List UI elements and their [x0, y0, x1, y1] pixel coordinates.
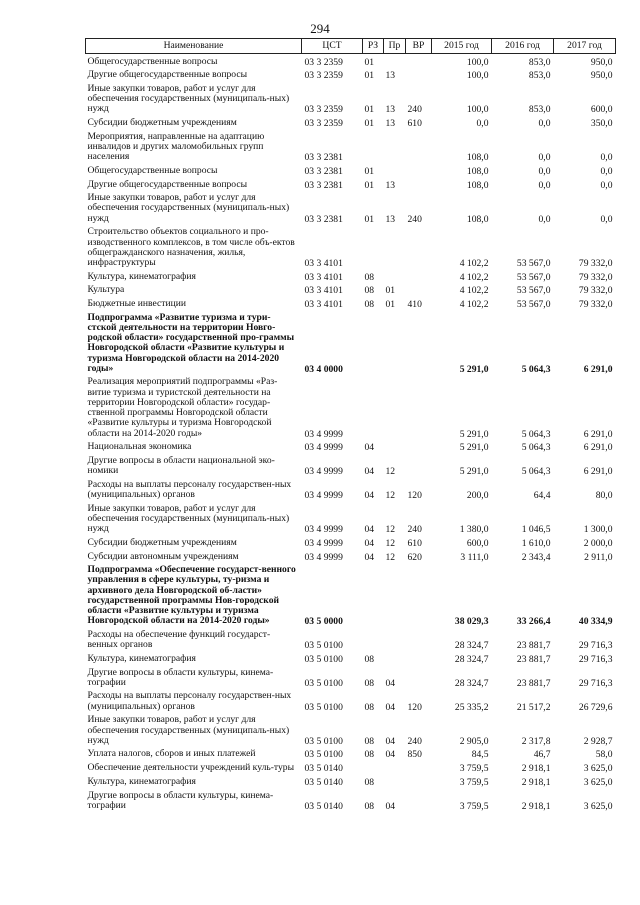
row-cst: 03 4 9999: [304, 428, 343, 440]
row-value-2017: 350,0: [590, 118, 613, 130]
table-row: [86, 535, 616, 549]
row-pr: 04: [385, 677, 396, 689]
row-value-2017: 950,0: [590, 70, 613, 82]
row-cst: 03 5 0100: [304, 677, 343, 689]
row-value-2016: 2 918,1: [521, 776, 551, 788]
row-name: Иные закупки товаров, работ и услуг для обеспечения государственных (муниципаль-ных) нужд: [87, 714, 290, 746]
row-cst: 03 3 4101: [304, 271, 343, 283]
row-pr: 13: [385, 179, 396, 191]
row-rz: 01: [364, 165, 375, 177]
row-rz: 01: [364, 118, 375, 130]
row-vr: [406, 68, 432, 82]
row-cst: 03 3 4101: [304, 299, 343, 311]
row-name: Реализация мероприятий подпрограммы «Раз-витие туризма и туристской деятельности на территории Новгородской области» государ-ственной программы Новгородской области «Развитие культуры и туризма Новгородской области на 2014-2020 годы»: [87, 376, 278, 439]
row-value-2016: 5 064,3: [521, 428, 551, 440]
row-cst: 03 4 9999: [304, 551, 343, 563]
row-value-2017: 6 291,0: [583, 428, 613, 440]
row-vr: 610: [407, 537, 422, 549]
table-row: [86, 665, 616, 689]
table-row: [86, 310, 616, 375]
row-value-2016: 23 881,7: [516, 640, 551, 652]
row-pr: [384, 563, 406, 628]
row-cst: 03 3 2381: [304, 165, 343, 177]
row-value-2017: 0,0: [600, 165, 613, 177]
row-cst: 03 3 4101: [304, 257, 343, 269]
row-cst: 03 4 0000: [304, 363, 343, 375]
row-name: Культура, кинематография: [87, 775, 196, 787]
row-name: Культура: [87, 284, 125, 296]
row-value-2017: 950,0: [590, 56, 613, 68]
row-vr: 240: [407, 524, 422, 536]
row-vr: [406, 627, 432, 651]
row-name: Субсидии бюджетным учреждениям: [87, 536, 237, 548]
row-pr: 01: [385, 285, 396, 297]
row-vr: 610: [407, 118, 422, 130]
table-row: [86, 297, 616, 311]
row-value-2016: 0,0: [538, 118, 551, 130]
row-name: Другие вопросы в области национальной эко-номики: [87, 454, 275, 477]
row-value-2016: 21 517,2: [516, 701, 551, 713]
row-value-2016: 5 064,3: [521, 466, 551, 478]
row-value-2016: 853,0: [528, 104, 551, 116]
row-cst: 03 3 2381: [304, 213, 343, 225]
row-pr: 12: [385, 524, 396, 536]
table-row: [86, 563, 616, 628]
page-number: 294: [310, 21, 330, 36]
row-vr: 240: [407, 104, 422, 116]
table-row: [86, 375, 616, 440]
row-value-2015: 3 759,5: [459, 800, 489, 812]
row-value-2015: 4 102,2: [459, 257, 489, 269]
row-pr: 12: [385, 490, 396, 502]
row-pr: [384, 651, 406, 665]
row-value-2016: 2 918,1: [521, 800, 551, 812]
row-value-2016: 33 266,4: [516, 616, 551, 628]
row-value-2015: 4 102,2: [459, 299, 489, 311]
row-rz: 04: [364, 466, 375, 478]
row-value-2016: 23 881,7: [516, 653, 551, 665]
row-value-2015: 25 335,2: [454, 701, 489, 713]
row-value-2017: 0,0: [600, 152, 613, 164]
row-value-2015: 108,0: [466, 213, 489, 225]
row-name: Обеспечение деятельности учреждений куль-туры: [87, 762, 295, 774]
row-pr: 12: [385, 551, 396, 563]
row-rz: [363, 375, 384, 440]
row-vr: 620: [407, 551, 422, 563]
row-value-2015: 100,0: [466, 104, 489, 116]
table-row: [86, 501, 616, 535]
table-row: [86, 713, 616, 747]
row-value-2015: 5 291,0: [459, 466, 489, 478]
row-vr: [406, 440, 432, 454]
header-2015: 2015 год: [432, 39, 492, 54]
header-rz: РЗ: [363, 39, 384, 54]
row-vr: 850: [407, 749, 422, 761]
row-rz: 01: [364, 56, 375, 68]
row-cst: 03 4 9999: [304, 466, 343, 478]
table-header-row: [86, 39, 616, 54]
row-cst: 03 5 0140: [304, 763, 343, 775]
row-rz: 08: [364, 677, 375, 689]
row-pr: [384, 163, 406, 177]
table-row: [86, 761, 616, 775]
row-name: Культура, кинематография: [87, 270, 196, 282]
row-cst: 03 5 0100: [304, 640, 343, 652]
row-rz: [363, 761, 384, 775]
row-value-2017: 3 625,0: [583, 776, 613, 788]
row-pr: [384, 627, 406, 651]
row-value-2015: 5 291,0: [459, 363, 489, 375]
table-row: [86, 269, 616, 283]
row-pr: 12: [385, 537, 396, 549]
row-cst: 03 5 0140: [304, 800, 343, 812]
row-pr: 13: [385, 104, 396, 116]
row-name: Бюджетные инвестиции: [87, 298, 186, 310]
row-value-2017: 40 334,9: [578, 616, 613, 628]
row-pr: [384, 129, 406, 163]
table-row: [86, 689, 616, 713]
row-value-2015: 108,0: [466, 179, 489, 191]
row-value-2015: 3 759,5: [459, 763, 489, 775]
row-vr: [406, 177, 432, 191]
row-name: Другие вопросы в области культуры, кинема-тографии: [87, 789, 274, 811]
row-pr: [384, 774, 406, 788]
row-value-2016: 53 567,0: [516, 257, 551, 269]
row-value-2015: 28 324,7: [454, 640, 489, 652]
row-vr: 240: [407, 213, 422, 225]
row-value-2015: 5 291,0: [459, 442, 489, 454]
row-pr: 13: [385, 118, 396, 130]
row-pr: 13: [385, 213, 396, 225]
row-pr: 01: [385, 299, 396, 311]
row-vr: [406, 269, 432, 283]
row-rz: 01: [364, 179, 375, 191]
row-value-2015: 1 380,0: [459, 524, 489, 536]
row-rz: 04: [364, 490, 375, 502]
header-pr: Пр: [384, 39, 406, 54]
row-vr: 120: [407, 701, 422, 713]
row-value-2015: 2 905,0: [459, 735, 489, 747]
row-value-2017: 1 300,0: [583, 524, 613, 536]
row-pr: 04: [385, 735, 396, 747]
row-name: Субсидии бюджетным учреждениям: [87, 117, 237, 129]
row-name: Общегосударственные вопросы: [87, 164, 218, 176]
row-rz: [363, 627, 384, 651]
row-rz: 08: [364, 285, 375, 297]
row-name: Другие вопросы в области культуры, кинема-тографии: [87, 666, 274, 688]
row-value-2017: 80,0: [595, 490, 613, 502]
header-vr: ВР: [406, 39, 432, 54]
row-value-2015: 4 102,2: [459, 285, 489, 297]
row-value-2016: 1 046,5: [521, 524, 551, 536]
row-cst: 03 3 2359: [304, 56, 343, 68]
row-value-2016: 5 064,3: [521, 442, 551, 454]
row-value-2015: 600,0: [466, 537, 489, 549]
row-value-2017: 29 716,3: [578, 653, 613, 665]
row-pr: 04: [385, 800, 396, 812]
row-name: Подпрограмма «Обеспечение государст-венного управления в сфере культуры, ту-ризма и архивного дела Новгородской об-ласти» государственной программы Нов-городской области «Развитие культуры и туризма Новгородской области на 2014-2020 годы»: [87, 564, 296, 627]
row-value-2016: 2 317,8: [521, 735, 551, 747]
row-rz: [363, 563, 384, 628]
header-name: Наименование: [86, 39, 302, 54]
row-cst: 03 5 0100: [304, 735, 343, 747]
table-row: [86, 453, 616, 477]
row-value-2016: 53 567,0: [516, 271, 551, 283]
row-vr: [406, 54, 432, 68]
table-row: [86, 163, 616, 177]
row-value-2017: 79 332,0: [578, 257, 613, 269]
row-name: Другие общегосударственные вопросы: [87, 178, 248, 190]
row-cst: 03 5 0100: [304, 653, 343, 665]
row-vr: [406, 283, 432, 297]
row-name: Общегосударственные вопросы: [87, 55, 218, 67]
row-cst: 03 4 9999: [304, 490, 343, 502]
row-cst: 03 5 0140: [304, 776, 343, 788]
row-rz: 04: [364, 524, 375, 536]
table-row: [86, 81, 616, 115]
row-value-2016: 1 610,0: [521, 537, 551, 549]
row-value-2016: 64,4: [533, 490, 551, 502]
table-row: [86, 477, 616, 501]
row-cst: 03 5 0000: [304, 616, 343, 628]
row-vr: [406, 453, 432, 477]
row-pr: [384, 225, 406, 269]
row-value-2017: 58,0: [595, 749, 613, 761]
budget-table: [85, 38, 616, 812]
row-name: Подпрограмма «Развитие туризма и тури-стской деятельности на территории Новго-родской области» государственной про-граммы Новгородской области «Развитие культуры и туризма Новгородской области на 2014-2020 годы»: [87, 311, 295, 374]
row-value-2017: 29 716,3: [578, 677, 613, 689]
row-value-2017: 0,0: [600, 179, 613, 191]
row-name: Строительство объектов социального и про-изводственного комплексов, в том числе объ-ектов общегражданского назначения, жилья, инфраструктуры: [87, 226, 295, 268]
table-row: [86, 54, 616, 68]
row-name: Мероприятия, направленные на адаптацию инвалидов и других маломобильных групп населения: [87, 130, 265, 163]
row-vr: [406, 761, 432, 775]
row-value-2016: 2 343,4: [521, 551, 551, 563]
table-row: [86, 116, 616, 130]
row-value-2015: 108,0: [466, 152, 489, 164]
row-value-2015: 100,0: [466, 56, 489, 68]
row-vr: 240: [407, 735, 422, 747]
row-vr: [406, 129, 432, 163]
row-value-2015: 4 102,2: [459, 271, 489, 283]
row-value-2015: 38 029,3: [454, 616, 489, 628]
row-value-2016: 0,0: [538, 152, 551, 164]
row-pr: 04: [385, 701, 396, 713]
row-vr: 120: [407, 490, 422, 502]
row-name: Уплата налогов, сборов и иных платежей: [87, 748, 256, 760]
row-value-2017: 79 332,0: [578, 271, 613, 283]
row-rz: 08: [364, 299, 375, 311]
row-value-2017: 79 332,0: [578, 299, 613, 311]
row-rz: 08: [364, 701, 375, 713]
row-value-2016: 46,7: [533, 749, 551, 761]
row-cst: 03 3 4101: [304, 285, 343, 297]
table-row: [86, 549, 616, 563]
row-cst: 03 4 9999: [304, 442, 343, 454]
row-vr: [406, 563, 432, 628]
row-pr: [384, 269, 406, 283]
row-value-2017: 29 716,3: [578, 640, 613, 652]
row-rz: 01: [364, 213, 375, 225]
row-rz: [363, 129, 384, 163]
row-value-2015: 84,5: [471, 749, 489, 761]
row-value-2017: 6 291,0: [583, 466, 613, 478]
row-cst: 03 3 2359: [304, 70, 343, 82]
row-rz: 04: [364, 537, 375, 549]
row-pr: [384, 375, 406, 440]
row-value-2016: 853,0: [528, 70, 551, 82]
table-row: [86, 774, 616, 788]
row-pr: 12: [385, 466, 396, 478]
row-name: Иные закупки товаров, работ и услуг для обеспечения государственных (муниципаль-ных) нужд: [87, 82, 290, 115]
row-vr: [406, 788, 432, 812]
row-vr: [406, 665, 432, 689]
row-cst: 03 5 0100: [304, 701, 343, 713]
row-vr: [406, 310, 432, 375]
row-value-2017: 3 625,0: [583, 800, 613, 812]
row-value-2015: 28 324,7: [454, 677, 489, 689]
row-name: Расходы на выплаты персоналу государствен-ных (муниципальных) органов: [87, 690, 292, 712]
row-value-2017: 600,0: [590, 104, 613, 116]
row-value-2017: 6 291,0: [583, 363, 613, 375]
row-rz: 08: [364, 800, 375, 812]
table-row: [86, 440, 616, 454]
row-value-2017: 26 729,6: [578, 701, 613, 713]
row-value-2015: 108,0: [466, 165, 489, 177]
row-value-2015: 5 291,0: [459, 428, 489, 440]
header-cst: ЦСТ: [302, 39, 363, 54]
row-value-2016: 23 881,7: [516, 677, 551, 689]
row-cst: 03 4 9999: [304, 537, 343, 549]
row-name: Культура, кинематография: [87, 652, 196, 664]
table-row: [86, 788, 616, 812]
row-rz: 01: [364, 70, 375, 82]
row-value-2017: 79 332,0: [578, 285, 613, 297]
row-value-2016: 853,0: [528, 56, 551, 68]
row-vr: [406, 651, 432, 665]
row-value-2016: 53 567,0: [516, 285, 551, 297]
row-name: Расходы на обеспечение функций государст-венных органов: [87, 628, 271, 651]
row-vr: [406, 225, 432, 269]
row-vr: 410: [407, 299, 422, 311]
table-row: [86, 129, 616, 163]
row-value-2015: 100,0: [466, 70, 489, 82]
row-value-2015: 0,0: [476, 118, 489, 130]
row-value-2015: 28 324,7: [454, 653, 489, 665]
row-value-2016: 0,0: [538, 179, 551, 191]
table-row: [86, 225, 616, 269]
row-value-2017: 3 625,0: [583, 763, 613, 775]
row-rz: 04: [364, 551, 375, 563]
row-value-2017: 2 911,0: [584, 551, 613, 563]
table-row: [86, 747, 616, 761]
row-name: Другие общегосударственные вопросы: [87, 69, 248, 81]
row-vr: [406, 375, 432, 440]
row-value-2016: 0,0: [538, 165, 551, 177]
row-value-2016: 2 918,1: [521, 763, 551, 775]
row-name: Расходы на выплаты персоналу государствен-ных (муниципальных) органов: [87, 478, 292, 501]
row-cst: 03 3 2381: [304, 152, 343, 164]
row-rz: 01: [364, 104, 375, 116]
row-value-2017: 2 928,7: [583, 735, 613, 747]
row-cst: 03 5 0100: [304, 749, 343, 761]
row-pr: [384, 761, 406, 775]
table-row: [86, 177, 616, 191]
row-value-2017: 2 000,0: [583, 537, 613, 549]
row-rz: 08: [364, 653, 375, 665]
header-2016: 2016 год: [492, 39, 554, 54]
row-value-2015: 3 759,5: [459, 776, 489, 788]
row-rz: 08: [364, 749, 375, 761]
row-cst: 03 3 2359: [304, 104, 343, 116]
row-vr: [406, 774, 432, 788]
row-name: Субсидии автономным учреждениям: [87, 550, 239, 562]
row-value-2017: 6 291,0: [583, 442, 613, 454]
row-value-2017: 0,0: [600, 213, 613, 225]
table-row: [86, 651, 616, 665]
row-rz: [363, 225, 384, 269]
row-value-2015: 3 111,0: [460, 551, 489, 563]
row-pr: [384, 310, 406, 375]
row-rz: 08: [364, 271, 375, 283]
header-2017: 2017 год: [554, 39, 616, 54]
row-name: Национальная экономика: [87, 441, 192, 453]
table-row: [86, 283, 616, 297]
row-value-2016: 0,0: [538, 213, 551, 225]
table-row: [86, 627, 616, 651]
row-pr: 13: [385, 70, 396, 82]
row-rz: 08: [364, 735, 375, 747]
row-value-2016: 53 567,0: [516, 299, 551, 311]
table-row: [86, 191, 616, 225]
row-value-2016: 5 064,3: [521, 363, 551, 375]
row-pr: [384, 54, 406, 68]
row-pr: [384, 440, 406, 454]
row-pr: 04: [385, 749, 396, 761]
row-cst: 03 3 2359: [304, 118, 343, 130]
row-cst: 03 3 2381: [304, 179, 343, 191]
table-row: [86, 68, 616, 82]
row-cst: 03 4 9999: [304, 524, 343, 536]
row-name: Иные закупки товаров, работ и услуг для обеспечения государственных (муниципаль-ных) нужд: [87, 502, 290, 535]
row-rz: 04: [364, 442, 375, 454]
row-name: Иные закупки товаров, работ и услуг для обеспечения государственных (муниципаль-ных) нужд: [87, 192, 290, 224]
row-rz: [363, 310, 384, 375]
row-value-2015: 200,0: [466, 490, 489, 502]
row-rz: 08: [364, 776, 375, 788]
row-vr: [406, 163, 432, 177]
